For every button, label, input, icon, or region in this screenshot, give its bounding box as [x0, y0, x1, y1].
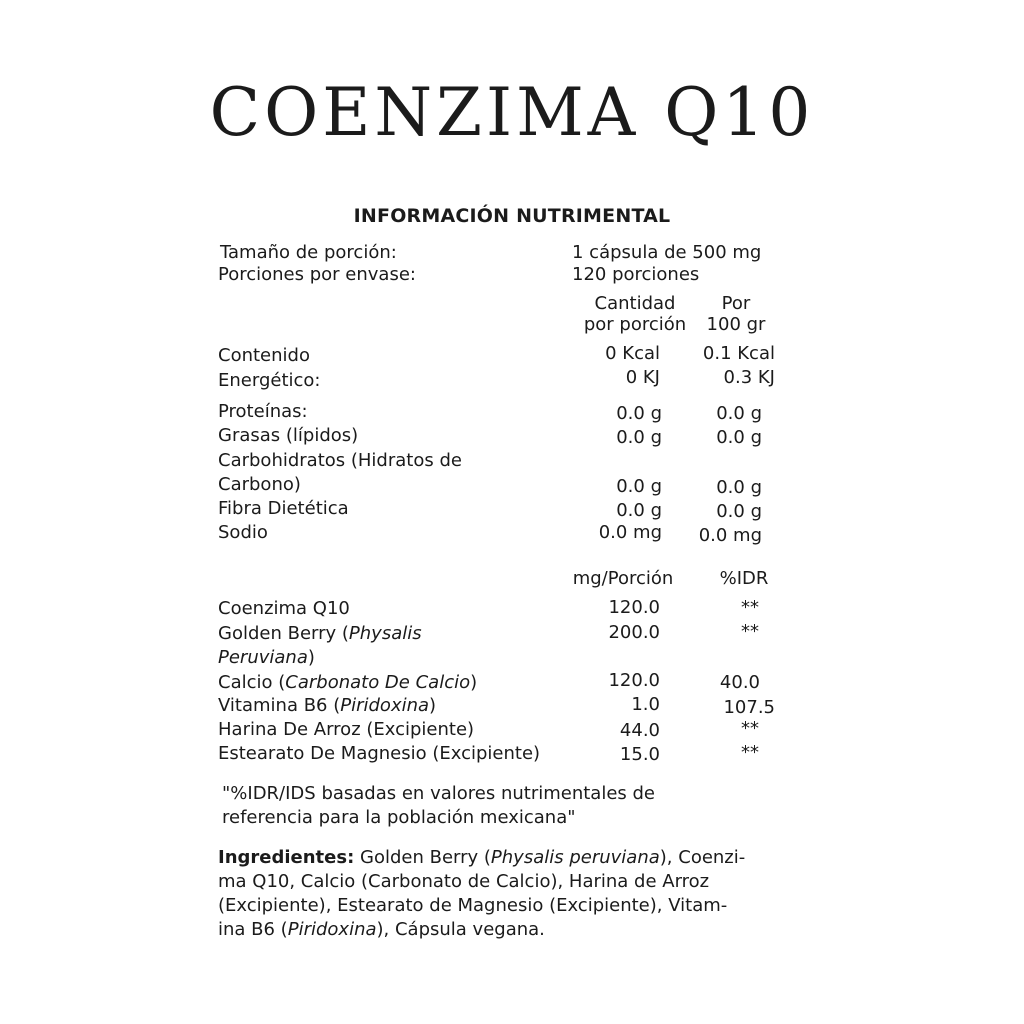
carbs-label-line2: Carbono) [218, 474, 301, 495]
fiber-portion: 0.0 g [616, 500, 662, 521]
magnesium-label: Estearato De Magnesio (Excipiente) [218, 743, 541, 764]
col-per-portion-line1: Cantidad [594, 293, 676, 314]
col-idr: %IDR [719, 568, 769, 589]
q10-mg: 120.0 [608, 597, 660, 618]
protein-portion: 0.0 g [616, 403, 662, 424]
b6-label [218, 695, 436, 717]
col-mg-portion: mg/Porción [572, 568, 674, 589]
sodium-portion: 0.0 mg [598, 522, 662, 543]
servings-per-container-label: Porciones por envase: [218, 264, 416, 285]
ingredients-part2: ), Coenzi- [659, 847, 746, 868]
ingredients-label: Ingredientes: [218, 847, 355, 868]
berry-label-italic2: Peruviana [218, 647, 308, 668]
col-per-100-line1: Por [721, 293, 751, 314]
berry-idr: ** [741, 621, 759, 642]
energy-label-line2: Energético: [218, 370, 321, 391]
idr-footnote-line2: referencia para la población mexicana" [222, 807, 576, 828]
ingredients-italic2: Piridoxina [287, 919, 377, 940]
serving-size-value: 1 cápsula de 500 mg [572, 242, 762, 263]
idr-footnote-line1: "%IDR/IDS basadas en valores nutrimentales de [222, 783, 655, 804]
b6-mg: 1.0 [631, 694, 660, 715]
energy-label-line1: Contenido [218, 345, 310, 366]
product-title: COENZIMA Q10 [209, 74, 815, 151]
b6-label-close: ) [429, 695, 437, 716]
calcium-label-close: ) [470, 672, 478, 693]
protein-per100: 0.0 g [716, 403, 762, 424]
calcium-label-plain: Calcio ( [218, 672, 286, 693]
berry-label-line1 [218, 623, 422, 645]
carbs-portion: 0.0 g [616, 476, 662, 497]
energy-kj-portion: 0 KJ [625, 367, 660, 388]
ingredients-italic1: Physalis peruviana [490, 847, 660, 868]
nutrition-heading: INFORMACIÓN NUTRIMENTAL [353, 205, 671, 227]
fiber-per100: 0.0 g [716, 501, 762, 522]
calcium-label [218, 672, 477, 694]
ingredients-line2: ma Q10, Calcio (Carbonato de Calcio), Harina de Arroz [218, 871, 710, 892]
fat-portion: 0.0 g [616, 427, 662, 448]
energy-kj-100: 0.3 KJ [723, 367, 775, 388]
protein-label: Proteínas: [218, 401, 308, 422]
sodium-per100: 0.0 mg [698, 525, 762, 546]
energy-kcal-100: 0.1 Kcal [702, 343, 775, 364]
berry-label-close: ) [307, 647, 315, 668]
berry-label-plain: Golden Berry ( [218, 623, 349, 644]
energy-kcal-portion: 0 Kcal [605, 343, 660, 364]
rice-label: Harina De Arroz (Excipiente) [218, 719, 475, 740]
b6-label-plain: Vitamina B6 ( [218, 695, 341, 716]
rice-idr: ** [741, 718, 759, 739]
ingredients-line1 [218, 846, 745, 870]
q10-idr: ** [741, 597, 759, 618]
berry-label-line2 [218, 647, 315, 669]
berry-mg: 200.0 [608, 622, 660, 643]
servings-per-container-value: 120 porciones [572, 264, 700, 285]
ingredients-line4 [218, 918, 545, 942]
carbs-per100: 0.0 g [716, 477, 762, 498]
ingredients-line4-part1: ina B6 ( [218, 919, 288, 940]
carbs-label-line1: Carbohidratos (Hidratos de [218, 450, 462, 471]
sodium-label: Sodio [218, 522, 268, 543]
calcium-mg: 120.0 [608, 670, 660, 691]
col-per-100-line2: 100 gr [706, 314, 766, 335]
fat-label: Grasas (lípidos) [218, 425, 359, 446]
ingredients-line3: (Excipiente), Estearato de Magnesio (Excipiente), Vitam- [218, 895, 728, 916]
ingredients-line4-part2: ), Cápsula vegana. [376, 919, 545, 940]
rice-mg: 44.0 [619, 720, 660, 741]
q10-label: Coenzima Q10 [218, 598, 350, 619]
serving-size-label: Tamaño de porción: [220, 242, 397, 263]
col-per-portion-line2: por porción [583, 314, 687, 335]
calcium-idr: 40.0 [719, 672, 760, 693]
fiber-label: Fibra Dietética [218, 498, 349, 519]
b6-label-italic: Piridoxina [340, 695, 430, 716]
magnesium-idr: ** [741, 742, 759, 763]
b6-idr: 107.5 [723, 697, 775, 718]
calcium-label-italic: Carbonato De Calcio [285, 672, 471, 693]
fat-per100: 0.0 g [716, 427, 762, 448]
ingredients-part1: Golden Berry ( [354, 847, 491, 868]
magnesium-mg: 15.0 [619, 744, 660, 765]
berry-label-italic1: Physalis [348, 623, 422, 644]
